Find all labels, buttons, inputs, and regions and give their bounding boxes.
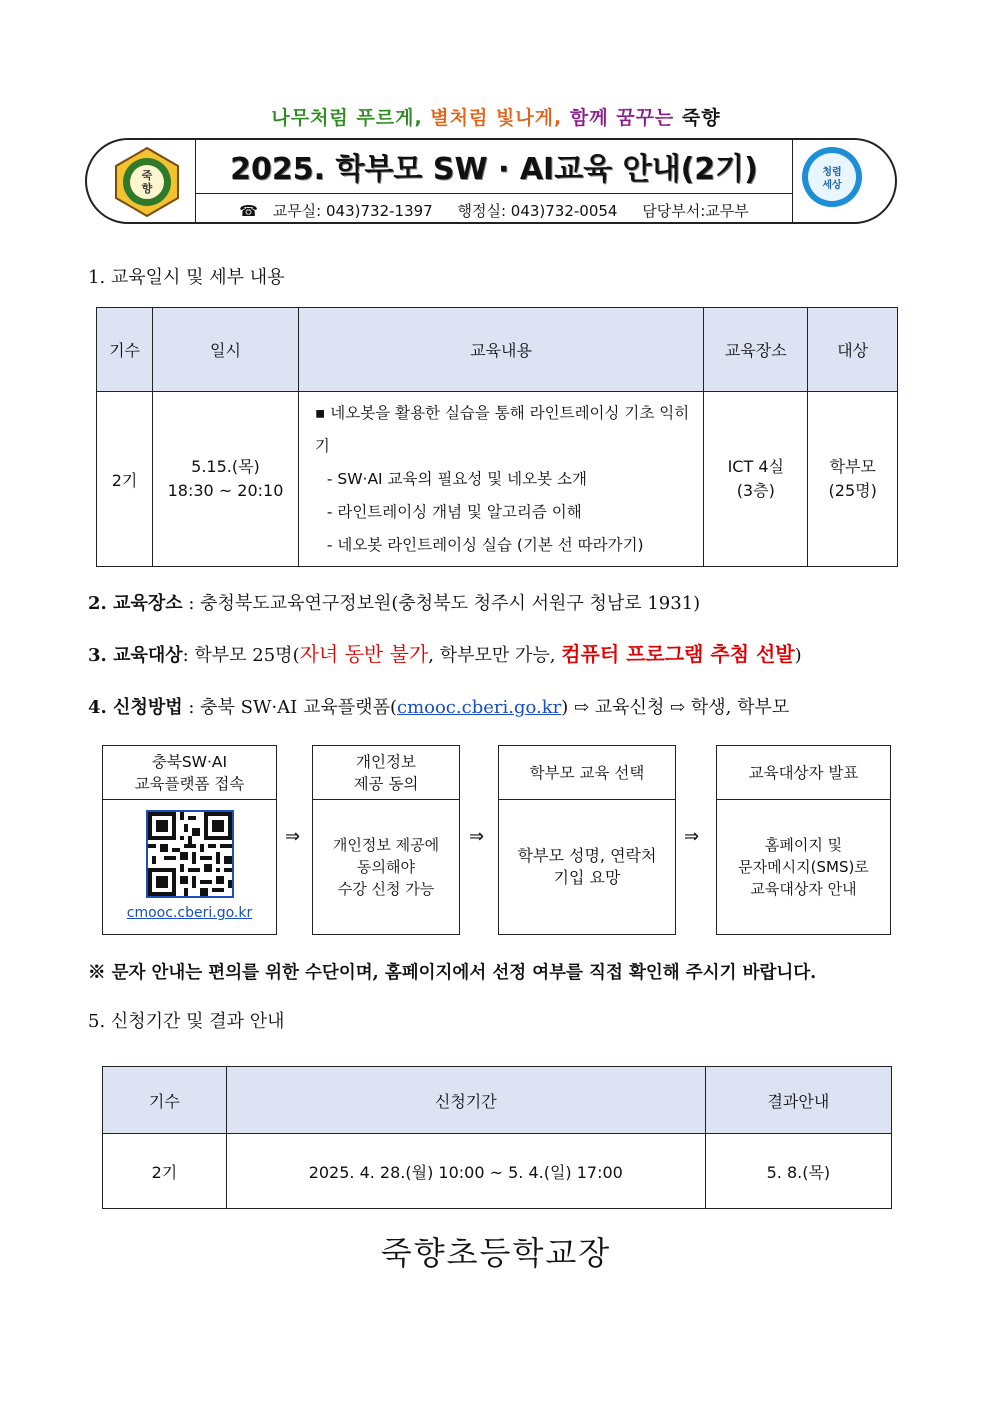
emblem-text: 죽 [141, 169, 153, 182]
section-3-red-1: 자녀 동반 불가 [299, 642, 429, 666]
col-period: 신청기간 [226, 1067, 705, 1134]
place-line-1: ICT 4실 [727, 457, 784, 476]
application-period-table [102, 1066, 892, 1209]
svg-text:청렴: 청렴 [822, 167, 842, 178]
col-term: 기수 [103, 1067, 227, 1134]
section-3-text-1: : 학부모 25명( [182, 645, 300, 666]
section-1-heading: 1. 교육일시 및 세부 내용 [88, 267, 285, 288]
slogan-part-1: 나무처럼 푸르게, [271, 107, 423, 129]
flow-step-4 [716, 745, 891, 935]
slogan-part-4: 죽향 [681, 107, 721, 129]
cell-datetime [153, 392, 299, 567]
target-line-2: (25명) [828, 481, 877, 500]
section-4-text-1: : 충북 SW·AI 교육플랫폼( [188, 697, 397, 718]
flow-step-2-body: 개인정보 제공에 동의해야 수강 신청 가능 [332, 836, 440, 898]
school-slogan [0, 103, 992, 130]
section-4-text-2: ) ⇨ 교육신청 ⇨ 학생, 학부모 [561, 697, 790, 718]
col-result: 결과안내 [705, 1067, 891, 1134]
header-divider [195, 193, 793, 194]
contact-office: 교무실: 043)732-1397 [272, 202, 433, 220]
col-term: 기수 [97, 308, 153, 392]
section-5-heading: 5. 신청기간 및 결과 안내 [88, 1011, 285, 1032]
section-2 [88, 589, 700, 615]
cell-result: 5. 8.(목) [705, 1134, 891, 1209]
section-4 [88, 693, 789, 719]
slogan-part-2: 별처럼 빛나게, [430, 107, 563, 129]
section-3-label: 3. 교육대상 [88, 645, 183, 666]
table-header-row [103, 1067, 892, 1134]
table-header-row [97, 308, 898, 392]
target-line-1: 학부모 [829, 457, 876, 476]
section-2-label: 2. 교육장소 [88, 593, 183, 614]
section-3-text-3: ) [794, 645, 802, 666]
cell-target [808, 392, 898, 567]
section-2-text: : 충청북도교육연구정보원(충청북도 청주시 서원구 청남로 1931) [188, 593, 701, 614]
content-item: - SW·AI 교육의 필요성 및 네오봇 소개 [326, 469, 587, 488]
section-3-red-2: 컴퓨터 프로그램 추첨 선발 [561, 642, 795, 666]
place-line-2: (3층) [736, 481, 775, 500]
flow-step-1-head: 충북SW·AI 교육플랫폼 접속 [103, 746, 276, 800]
col-place: 교육장소 [704, 308, 808, 392]
col-datetime: 일시 [153, 308, 299, 392]
cell-term: 2기 [103, 1134, 227, 1209]
flow-arrow: ⇒ [285, 826, 301, 847]
platform-link[interactable]: cmooc.cberi.go.kr [396, 697, 562, 718]
flow-step-4-body: 홈페이지 및 문자메시지(SMS)로 교육대상자 안내 [738, 836, 869, 898]
flow-step-3-head: 학부모 교육 선택 [499, 746, 675, 800]
flow-step-3 [498, 745, 676, 935]
contact-admin: 행정실: 043)732-0054 [457, 202, 618, 220]
cell-content [298, 392, 703, 567]
flow-step-1 [102, 745, 277, 935]
col-target: 대상 [808, 308, 898, 392]
cell-time: 18:30 ~ 20:10 [167, 481, 284, 500]
cell-place [704, 392, 808, 567]
education-schedule-table [96, 307, 898, 567]
flow-arrow: ⇒ [469, 826, 485, 847]
section-3-text-2: , 학부모만 가능, [428, 645, 556, 666]
integrity-logo [800, 145, 864, 209]
flow-platform-link[interactable]: cmooc.cberi.go.kr [126, 905, 253, 921]
flow-step-1-body [103, 800, 276, 934]
cell-period: 2025. 4. 28.(월) 10:00 ~ 5. 4.(일) 17:00 [226, 1134, 705, 1209]
content-item: - 라인트레이싱 개념 및 알고리즘 이해 [326, 502, 582, 521]
cell-date: 5.15.(목) [191, 457, 260, 476]
page-title: 2025. 학부모 SW · AI교육 안내(2기) [230, 152, 758, 187]
cell-term: 2기 [97, 392, 153, 567]
flow-step-4-head: 교육대상자 발표 [717, 746, 890, 800]
slogan-part-3: 함께 꿈꾸는 [569, 107, 675, 129]
notice-text: ※ 문자 안내는 편의를 위한 수단이며, 홈페이지에서 선정 여부를 직접 확인해 주시기 바랍니다. [88, 963, 817, 983]
phone-icon: ☎ [239, 202, 258, 220]
content-item: - 네오봇 라인트레이싱 실습 (기본 선 따라가기) [326, 535, 644, 554]
flow-step-2 [312, 745, 460, 935]
section-3 [88, 638, 802, 667]
flow-step-3-body: 학부모 성명, 연락처 기입 요망 [517, 846, 657, 887]
school-emblem-logo [110, 146, 184, 218]
contact-department: 담당부서:교무부 [642, 202, 749, 220]
svg-text:세상: 세상 [822, 180, 842, 191]
contact-line [195, 200, 793, 221]
flow-arrow: ⇒ [684, 826, 700, 847]
qr-code-icon [146, 810, 234, 898]
flow-step-2-head: 개인정보 제공 동의 [313, 746, 459, 800]
content-main: ▪ 네오봇을 활용한 실습을 통해 라인트레이싱 기초 익히기 [314, 403, 690, 455]
svg-text:향: 향 [141, 182, 153, 195]
section-4-label: 4. 신청방법 [88, 697, 183, 718]
table-row [103, 1134, 892, 1209]
principal-signature: 죽향초등학교장 [380, 1234, 612, 1272]
table-row [97, 392, 898, 567]
col-content: 교육내용 [298, 308, 703, 392]
